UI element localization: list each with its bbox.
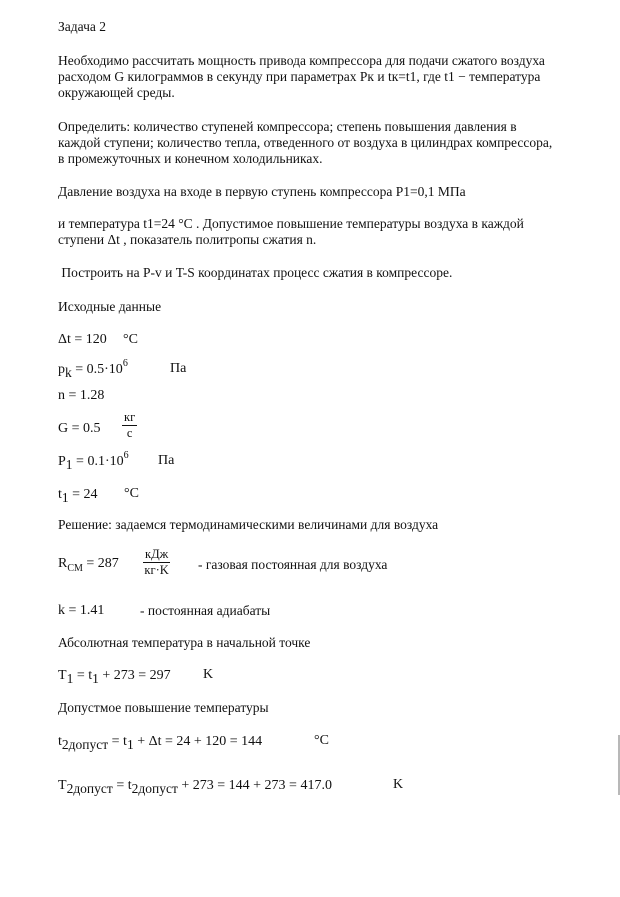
t1-abs-symbol: T (58, 668, 67, 683)
t2-formula (58, 733, 262, 750)
p1-symbol: P (58, 454, 66, 469)
t2-subscript-2: 1 (126, 737, 134, 752)
r-note: - газовая постоянная для воздуха (198, 557, 388, 572)
delta-t-unit: °C (123, 332, 138, 347)
abs-temp-heading: Абсолютная температура в начальной точке (58, 635, 311, 650)
problem-line-3: окружающей среды. (58, 85, 175, 100)
T2-value: + 273 = 144 + 273 = 417.0 (177, 778, 332, 793)
task-title: Задача 2 (58, 19, 106, 34)
t1-symbol: t (58, 487, 62, 502)
solution-heading: Решение: задаемся термодинамическими величинами для воздуха (58, 517, 439, 532)
p1-value: = 0.1·10 (72, 454, 124, 469)
g-unit-numerator: кг (124, 410, 136, 424)
t2-unit: °C (314, 733, 329, 748)
T2-symbol: T (58, 778, 67, 793)
delta-t-symbol: Δt (58, 332, 71, 347)
g-unit-denominator: с (126, 426, 133, 440)
r-value: = 287 (82, 556, 119, 571)
t2-symbol: t (58, 734, 62, 749)
T2-subscript: 2допуст (66, 781, 113, 796)
T2-eq: = t (112, 778, 132, 793)
p1-exponent: 6 (123, 450, 129, 461)
delta-t-value: = 120 (70, 332, 107, 347)
inlet-pressure-text: Давление воздуха на входе в первую ступень компрессора P1=0,1 МПа (58, 184, 466, 199)
temperature-line-2: ступени Δt , показатель политропы сжатия n. (58, 232, 317, 247)
p1-formula (58, 450, 129, 472)
p1-unit: Па (158, 453, 175, 468)
t1-formula (58, 486, 98, 503)
k-note: - постоянная адиабаты (140, 603, 271, 618)
problem-line-2: расходом G килограммов в секунду при параметрах Pк и tк=t1, где t1 − температура (58, 69, 541, 84)
r-subscript: CM (67, 563, 83, 574)
plot-task-text: Построить на P-v и T-S координатах процесс сжатия в компрессоре. (58, 265, 453, 280)
t1-subscript: 1 (61, 490, 69, 505)
r-symbol: R (58, 556, 68, 571)
r-formula (58, 556, 119, 573)
t1-abs-subscript-2: 1 (92, 671, 99, 686)
pk-value: = 0.5·10 (71, 362, 123, 377)
T2-formula (58, 777, 332, 794)
t1-abs-eq: = t (73, 668, 93, 683)
temperature-line-1: и температура t1=24 °C . Допустимое повышение температуры воздуха в каждой (58, 216, 524, 231)
t1-abs-value: + 273 = 297 (98, 668, 171, 683)
t1-abs-unit: K (203, 667, 214, 682)
n-formula: n = 1.28 (58, 388, 105, 403)
g-formula: G = 0.5 (58, 421, 101, 436)
problem-line-1: Необходимо рассчитать мощность привода компрессора для подачи сжатого воздуха (58, 53, 545, 68)
r-unit-denominator: кг·K (144, 563, 169, 577)
determine-line-2: каждой ступени; количество тепла, отведенного от воздуха в цилиндрах компрессора, (58, 135, 553, 150)
t1-abs-formula (58, 667, 171, 684)
pk-symbol: p (58, 362, 65, 377)
r-unit-fraction (143, 547, 170, 578)
T2-unit: K (393, 777, 404, 792)
determine-line-3: в промежуточных и конечном холодильниках. (58, 151, 323, 166)
t2-subscript: 2допуст (61, 737, 109, 752)
k-formula: k = 1.41 (58, 603, 105, 618)
t1-unit: °C (124, 486, 139, 501)
allowed-heading: Допустмое повышение температуры (58, 700, 269, 715)
pk-formula (58, 358, 128, 380)
t2-value: + Δt = 24 + 120 = 144 (133, 734, 263, 749)
p1-subscript: 1 (65, 457, 73, 472)
r-unit-numerator: кДж (145, 547, 169, 561)
pk-exponent: 6 (122, 358, 128, 369)
t1-value: = 24 (68, 487, 98, 502)
T2-subscript-2: 2допуст (131, 781, 178, 796)
pk-unit: Па (170, 361, 187, 376)
pk-subscript: k (65, 365, 72, 380)
delta-t-formula (58, 332, 107, 348)
determine-line-1: Определить: количество ступеней компрессора; степень повышения давления в (58, 119, 517, 134)
g-unit-fraction (122, 410, 137, 441)
t1-abs-subscript: 1 (66, 671, 74, 686)
initial-data-heading: Исходные данные (58, 299, 162, 314)
t2-eq: = t (108, 734, 127, 749)
